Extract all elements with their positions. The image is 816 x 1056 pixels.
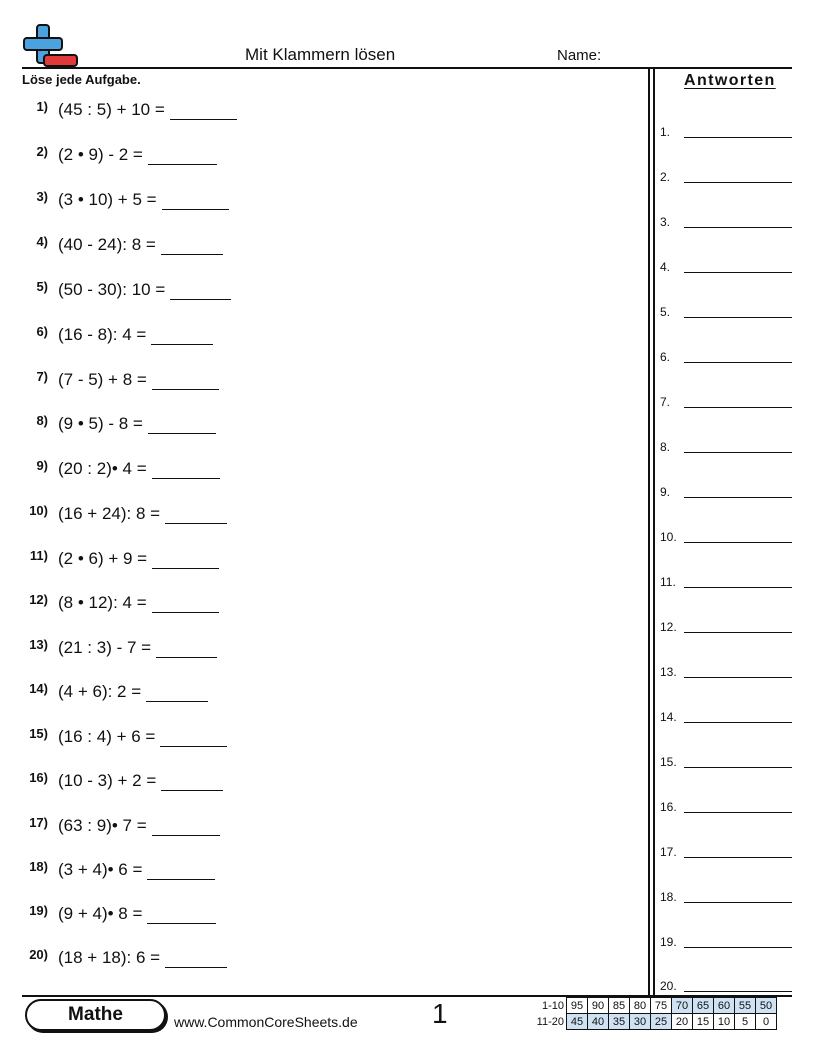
answer-blank[interactable] [170, 280, 231, 300]
answer-row [660, 659, 792, 679]
problem-number: 7) [36, 369, 48, 384]
answer-line[interactable] [684, 677, 792, 678]
problem-number: 17) [29, 815, 48, 830]
answer-blank[interactable] [165, 504, 227, 524]
worksheet-logo-icon [22, 24, 80, 68]
answer-blank[interactable] [151, 325, 213, 345]
answer-number: 4. [660, 260, 671, 274]
answer-blank[interactable] [152, 816, 220, 836]
answer-line[interactable] [684, 632, 792, 633]
score-cell: 60 [714, 998, 735, 1014]
answer-number: 12. [660, 620, 677, 634]
answer-number: 6. [660, 350, 671, 364]
answer-line[interactable] [684, 227, 792, 228]
answer-blank[interactable] [148, 145, 217, 165]
answer-row [660, 839, 792, 859]
answer-column-divider [648, 67, 650, 995]
problem-item [22, 638, 217, 664]
answer-number: 3. [660, 215, 671, 229]
problem-item [22, 235, 223, 261]
problem-item [22, 504, 227, 530]
problem-item [22, 100, 237, 126]
score-cell: 35 [609, 1014, 630, 1030]
score-cell: 95 [567, 998, 588, 1014]
problem-number: 11) [29, 548, 48, 563]
problem-expression: (45 : 5) + 10 = [58, 100, 165, 119]
answer-row [660, 164, 792, 184]
answer-row [660, 704, 792, 724]
answer-number: 20. [660, 979, 677, 993]
answer-row [660, 434, 792, 454]
answer-blank[interactable] [148, 414, 216, 434]
answer-row [660, 884, 792, 904]
answer-row [660, 209, 792, 229]
problem-number: 15) [29, 726, 48, 741]
problem-item [22, 948, 227, 974]
problem-item [22, 280, 231, 306]
score-cell: 5 [735, 1014, 756, 1030]
answer-blank[interactable] [170, 100, 237, 120]
problem-number: 16) [29, 770, 48, 785]
score-row [530, 998, 777, 1014]
answer-blank[interactable] [152, 459, 220, 479]
answer-line[interactable] [684, 362, 792, 363]
answers-heading: Antworten [684, 72, 776, 89]
problem-number: 12) [29, 592, 48, 607]
problem-number: 18) [29, 859, 48, 874]
problem-item [22, 816, 220, 842]
problem-expression: (2 • 9) - 2 = [58, 145, 143, 164]
name-label: Name: [557, 47, 602, 64]
problem-expression: (9 • 5) - 8 = [58, 414, 143, 433]
problem-number: 1) [36, 99, 48, 114]
answer-row [660, 794, 792, 814]
answer-blank[interactable] [152, 549, 219, 569]
worksheet-title: Mit Klammern lösen [245, 45, 396, 64]
problem-number: 13) [29, 637, 48, 652]
answer-row [660, 389, 792, 409]
answer-line[interactable] [684, 587, 792, 588]
answer-line[interactable] [684, 902, 792, 903]
answer-number: 7. [660, 395, 671, 409]
answer-number: 19. [660, 935, 677, 949]
answer-number: 13. [660, 665, 677, 679]
score-cell: 0 [756, 1014, 777, 1030]
problem-expression: (4 + 6): 2 = [58, 682, 142, 701]
answer-line[interactable] [684, 722, 792, 723]
answer-line[interactable] [684, 542, 792, 543]
problem-expression: (40 - 24): 8 = [58, 235, 156, 254]
problem-expression: (16 : 4) + 6 = [58, 727, 156, 746]
problem-expression: (16 + 24): 8 = [58, 504, 161, 523]
problem-item [22, 190, 229, 216]
score-cell: 20 [672, 1014, 693, 1030]
answer-row [660, 569, 792, 589]
problem-item [22, 593, 219, 619]
score-table [530, 997, 777, 1030]
answer-line[interactable] [684, 812, 792, 813]
problem-expression: (50 - 30): 10 = [58, 280, 166, 299]
problem-number: 4) [36, 234, 48, 249]
answer-number: 14. [660, 710, 677, 724]
answer-line[interactable] [684, 407, 792, 408]
score-range: 11-20 [536, 1015, 564, 1028]
problem-number: 8) [36, 413, 48, 428]
problem-expression: (3 • 10) + 5 = [58, 190, 157, 209]
answer-number: 11. [660, 575, 676, 589]
score-cell: 40 [588, 1014, 609, 1030]
answer-column-divider [653, 67, 655, 995]
score-cell: 45 [567, 1014, 588, 1030]
problem-item [22, 771, 223, 797]
answer-line[interactable] [684, 272, 792, 273]
answer-row [660, 749, 792, 769]
subject-badge: Mathe [25, 999, 166, 1031]
problem-number: 10) [29, 503, 48, 518]
problem-expression: (16 - 8): 4 = [58, 325, 147, 344]
answer-number: 9. [660, 485, 671, 499]
problem-item [22, 727, 227, 753]
problem-number: 5) [36, 279, 48, 294]
problem-expression: (20 : 2)• 4 = [58, 459, 147, 478]
answer-row [660, 973, 792, 993]
score-cell: 75 [651, 998, 672, 1014]
problem-number: 14) [29, 681, 48, 696]
answer-line[interactable] [684, 947, 792, 948]
problem-number: 19) [29, 903, 48, 918]
problem-number: 20) [29, 947, 48, 962]
answer-row [660, 254, 792, 274]
score-range: 1-10 [541, 999, 564, 1012]
answer-row [660, 524, 792, 544]
answer-blank[interactable] [165, 948, 227, 968]
answer-blank[interactable] [156, 638, 217, 658]
score-row [530, 1014, 777, 1030]
answer-number: 5. [660, 305, 671, 319]
problem-expression: (9 + 4)• 8 = [58, 904, 143, 923]
score-cell: 50 [756, 998, 777, 1014]
answer-blank[interactable] [161, 235, 223, 255]
score-cell: 70 [672, 998, 693, 1014]
answer-row [660, 344, 792, 364]
answer-blank[interactable] [152, 370, 219, 390]
page-number: 1 [432, 998, 448, 1029]
problem-item [22, 549, 219, 575]
answer-line[interactable] [684, 182, 792, 183]
score-cell: 80 [630, 998, 651, 1014]
answer-line[interactable] [684, 497, 792, 498]
score-cell: 65 [693, 998, 714, 1014]
answer-number: 8. [660, 440, 671, 454]
answer-row [660, 929, 792, 949]
problem-expression: (2 • 6) + 9 = [58, 549, 148, 568]
instructions: Löse jede Aufgabe. [22, 72, 141, 87]
score-cell: 90 [588, 998, 609, 1014]
answer-blank[interactable] [161, 771, 223, 791]
problem-expression: (8 • 12): 4 = [58, 593, 147, 612]
problem-expression: (3 + 4)• 6 = [58, 860, 143, 879]
problem-item [22, 370, 219, 396]
answer-blank[interactable] [162, 190, 229, 210]
problem-number: 2) [36, 144, 48, 159]
answer-number: 2. [660, 170, 671, 184]
problem-number: 3) [36, 189, 48, 204]
problem-item [22, 325, 213, 351]
answer-line[interactable] [684, 857, 792, 858]
problem-expression: (10 - 3) + 2 = [58, 771, 157, 790]
problem-item [22, 459, 220, 485]
answer-blank[interactable] [152, 593, 219, 613]
answer-number: 16. [660, 800, 677, 814]
answer-line[interactable] [684, 767, 792, 768]
problem-item [22, 414, 216, 440]
score-cell: 85 [609, 998, 630, 1014]
problem-expression: (7 - 5) + 8 = [58, 370, 147, 389]
answer-number: 15. [660, 755, 677, 769]
website-url: www.CommonCoreSheets.de [174, 1014, 358, 1030]
answer-line[interactable] [684, 317, 792, 318]
answer-line[interactable] [684, 452, 792, 453]
answer-blank[interactable] [147, 860, 215, 880]
answer-blank[interactable] [160, 727, 227, 747]
score-cell: 10 [714, 1014, 735, 1030]
problem-item [22, 904, 216, 930]
answer-blank[interactable] [146, 682, 208, 702]
header-divider [22, 67, 792, 69]
problem-item [22, 682, 208, 708]
problem-number: 6) [36, 324, 48, 339]
answer-blank[interactable] [147, 904, 216, 924]
answer-row [660, 614, 792, 634]
score-cell: 25 [651, 1014, 672, 1030]
answer-number: 17. [660, 845, 677, 859]
score-cell: 15 [693, 1014, 714, 1030]
score-cell: 30 [630, 1014, 651, 1030]
problem-number: 9) [36, 458, 48, 473]
answer-number: 18. [660, 890, 677, 904]
answer-row [660, 479, 792, 499]
problem-expression: (18 + 18): 6 = [58, 948, 161, 967]
answer-line[interactable] [684, 991, 792, 992]
problem-item [22, 860, 215, 886]
problem-item [22, 145, 217, 171]
answer-row [660, 119, 792, 139]
answer-number: 1. [660, 125, 671, 139]
score-cell: 55 [735, 998, 756, 1014]
answer-row [660, 299, 792, 319]
answer-line[interactable] [684, 137, 792, 138]
problem-expression: (21 : 3) - 7 = [58, 638, 152, 657]
answer-number: 10. [660, 530, 677, 544]
problem-expression: (63 : 9)• 7 = [58, 816, 147, 835]
